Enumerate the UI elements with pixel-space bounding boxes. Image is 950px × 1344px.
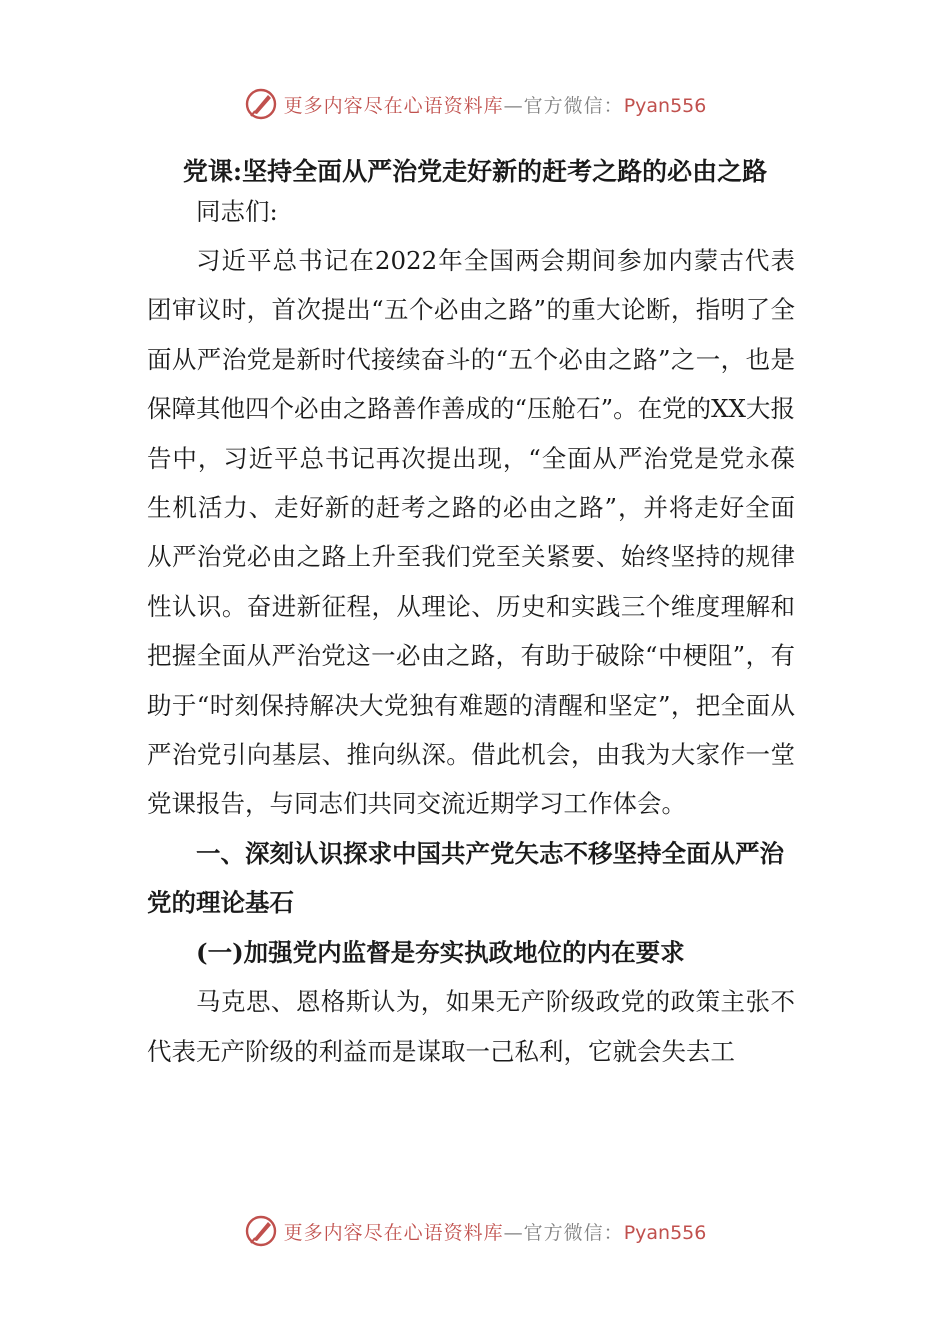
watermark-text: 更多内容尽在心语资料库 bbox=[283, 1221, 504, 1244]
quill-logo-icon bbox=[244, 1214, 278, 1248]
watermark-text: 更多内容尽在心语资料库 bbox=[283, 94, 504, 117]
watermark-banner-top bbox=[0, 84, 950, 124]
salutation: 同志们: bbox=[196, 197, 278, 226]
watermark-dash: — bbox=[503, 94, 524, 117]
watermark-account: Pyan556 bbox=[623, 1221, 707, 1244]
watermark-wechat-label: 官方微信： bbox=[523, 94, 624, 117]
section-heading-1: 一、深刻认识探求中国共产党矢志不移坚持全面从严治党的理论基石 bbox=[147, 838, 784, 918]
watermark-dash: — bbox=[503, 1221, 524, 1244]
paragraph-intro: 习近平总书记在2022年全国两会期间参加内蒙古代表团审议时，首次提出“五个必由之路”的重大论断，指明了全面从严治党是新时代接续奋斗的“五个必由之路”之一，也是保障其他四个必由之路善作善成的“压舱石”。在党的XX大报告中，习近平总书记再次提出现，“全面从严治党是党永葆生机活力、走好新的赶考之路的必由之路”，并将走好全面从严治党必由之路上升至我们党至关紧要、始终坚持的规律性认识。奋进新征程，从理论、历史和实践三个维度理解和把握全面从严治党这一必由之路，有助于破除“中梗阻”，有助于“时刻保持解决大党独有难题的清醒和坚定”，把全面从严治党引向基层、推向纵深。借此机会，由我为大家作一堂党课报告，与同志们共同交流近期学习工作体会。 bbox=[147, 246, 795, 819]
watermark-wechat-label: 官方微信： bbox=[523, 1221, 624, 1244]
subsection-heading-1: (一)加强党内监督是夯实执政地位的内在要求 bbox=[196, 937, 685, 967]
watermark-account: Pyan556 bbox=[623, 94, 707, 117]
document-title: 党课:坚持全面从严治党走好新的赶考之路的必由之路 bbox=[182, 157, 768, 186]
paragraph-marx-engels: 马克思、恩格斯认为，如果无产阶级政党的政策主张不代表无产阶级的利益而是谋取一己私利，它就会失去工 bbox=[147, 987, 795, 1066]
quill-logo-icon bbox=[244, 87, 278, 121]
watermark-banner-bottom bbox=[0, 1211, 950, 1251]
document-body bbox=[147, 187, 795, 1076]
